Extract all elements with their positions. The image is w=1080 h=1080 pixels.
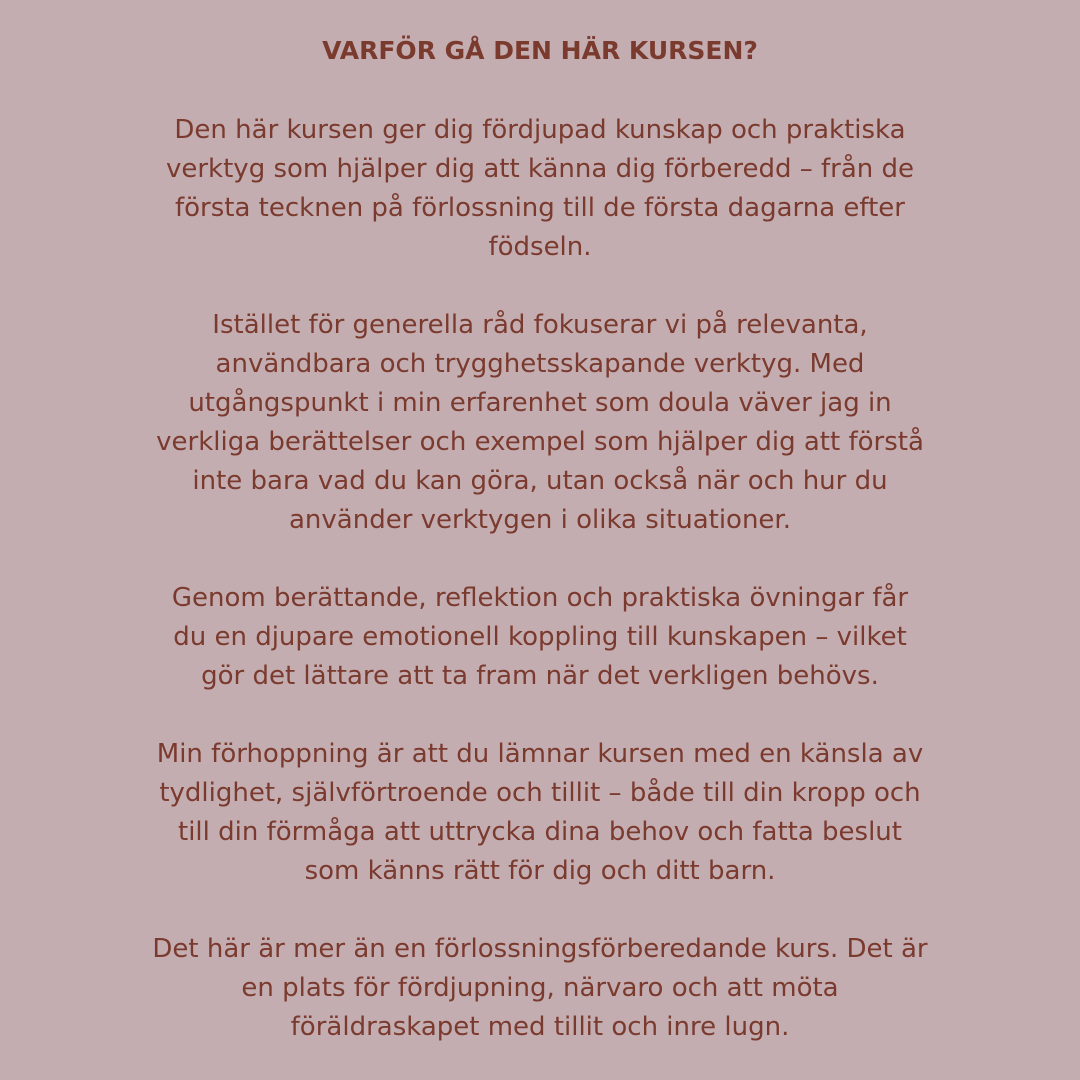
paragraph-intro: Den här kursen ger dig fördjupad kunskap och praktiska verktyg som hjälper dig att känna dig förberedd – från de första tecknen på förlossning till de första dagarna efter födseln. bbox=[165, 115, 915, 262]
paragraph-approach: Istället för generella råd fokuserar vi på relevanta, användbara och trygghetsskapande verktyg. Med utgångspunkt i min erfarenhet som doula väver jag in verkliga berättelser och exempel som hjälper dig att förstå inte bara vad du kan göra, utan också när och hur du använder verktygen i olika situationer. bbox=[156, 310, 924, 535]
page-title: VARFÖR GÅ DEN HÄR KURSEN? bbox=[322, 36, 758, 65]
paragraph-closing: Det här är mer än en förlossningsförberedande kurs. Det är en plats för fördjupning, närvaro och att möta föräldraskapet med tillit och inre lugn. bbox=[152, 934, 928, 1042]
paragraph-method: Genom berättande, reflektion och praktiska övningar får du en djupare emotionell koppling till kunskapen – vilket gör det lättare att ta fram när det verkligen behövs. bbox=[171, 583, 909, 691]
paragraph-hope: Min förhoppning är att du lämnar kursen med en känsla av tydlighet, självförtroende och tillit – både till din kropp och till din förmåga att uttrycka dina behov och fatta beslut som känns rätt för dig och ditt barn. bbox=[156, 739, 924, 886]
